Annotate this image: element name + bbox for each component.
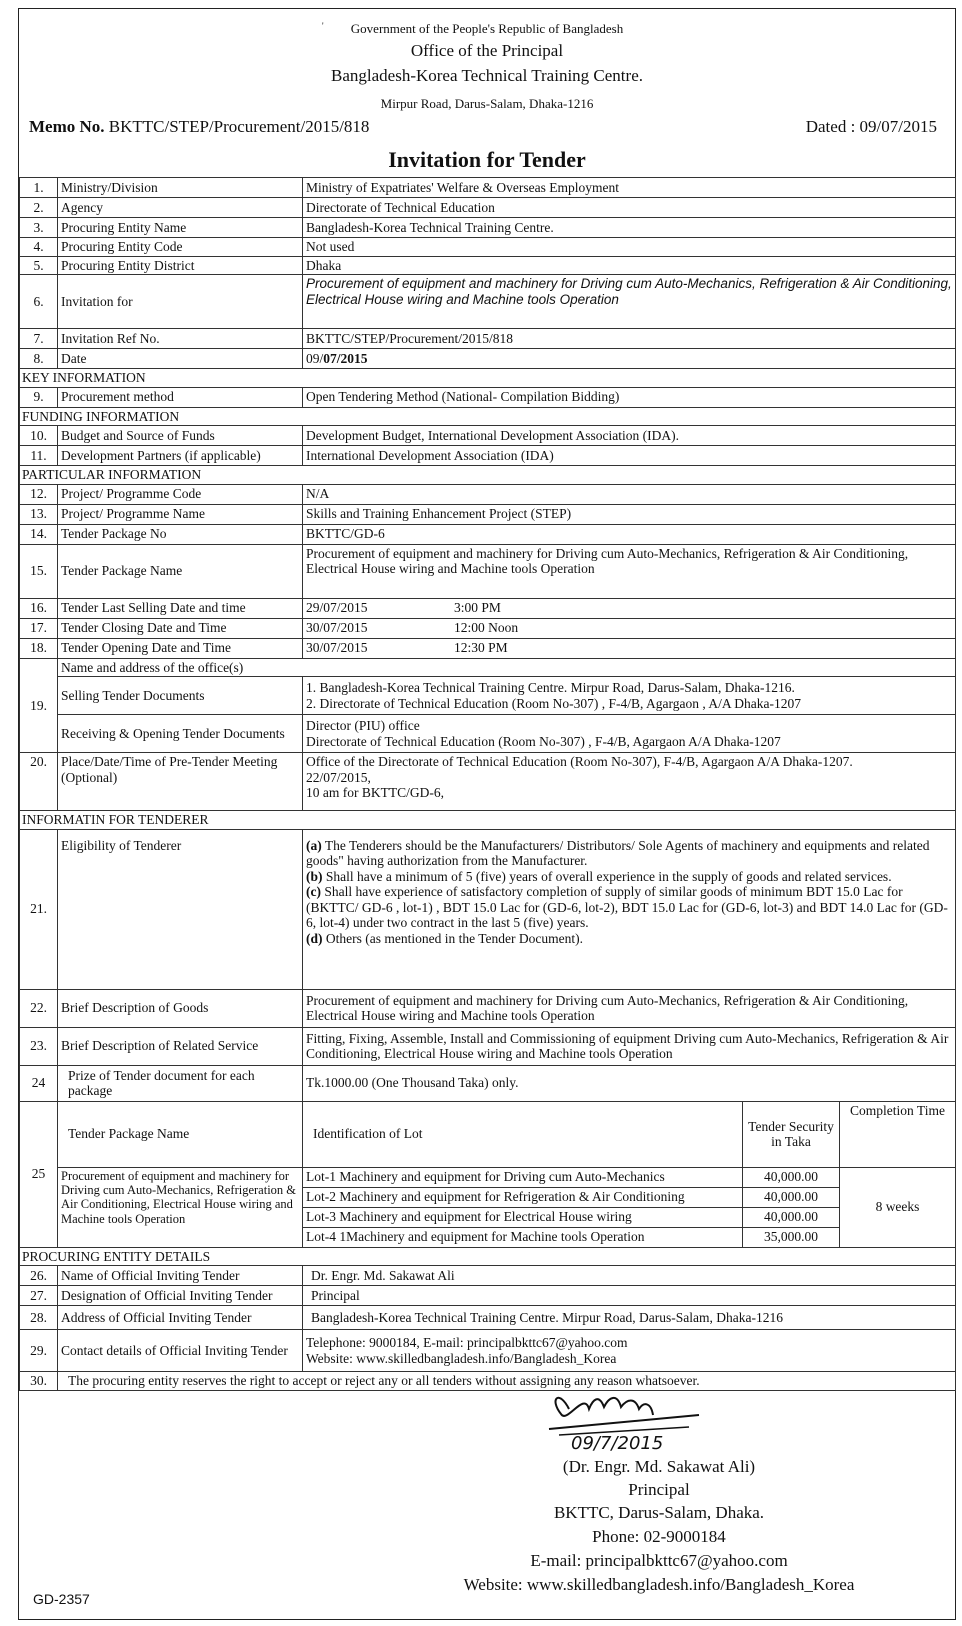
table-row	[20, 1266, 956, 1286]
table-cell: 25	[20, 1101, 58, 1247]
table-cell: Procuring Entity District	[58, 256, 303, 275]
table-row	[20, 658, 956, 677]
section-heading	[20, 407, 956, 426]
table-cell: 22.	[20, 989, 58, 1027]
table-row	[20, 426, 956, 446]
address-line: Mirpur Road, Darus-Salam, Dhaka-1216	[380, 96, 594, 111]
table-cell: Dr. Engr. Md. Sakawat Ali	[303, 1266, 956, 1286]
table-cell: 9.	[20, 387, 58, 407]
section-heading	[20, 811, 956, 830]
table-cell: 1. Bangladesh-Korea Technical Training Centre. Mirpur Road, Darus-Salam, Dhaka-1216. 2. Directorate of Technical Education (Room No-307) , F-4/B, Agargaon , A/A Dhaka-1207	[303, 677, 956, 715]
table-cell: 30.	[20, 1372, 58, 1391]
table-cell: Tk.1000.00 (One Thousand Taka) only.	[303, 1065, 956, 1101]
table-row	[20, 1286, 956, 1306]
table-cell: N/A	[303, 484, 956, 504]
lot-header-row	[20, 1101, 956, 1167]
table-row	[20, 1306, 956, 1330]
table-cell: 8 weeks	[840, 1167, 956, 1247]
table-row	[20, 989, 956, 1027]
table-cell: Brief Description of Related Service	[58, 1027, 303, 1065]
organization-line: Bangladesh-Korea Technical Training Centre.	[331, 66, 643, 85]
table-cell: Office of the Directorate of Technical Education (Room No-307), F-4/B, Agargaon A/A Dhaka-1207. 22/07/2015, 10 am for BKTTC/GD-6,	[303, 753, 956, 811]
table-row	[20, 275, 956, 329]
table-cell: 27.	[20, 1286, 58, 1306]
table-row	[20, 218, 956, 238]
table-row	[20, 1027, 956, 1065]
table-cell: Contact details of Official Inviting Tender	[58, 1330, 303, 1372]
table-cell: Not used	[303, 238, 956, 257]
signatory-org: BKTTC, Darus-Salam, Dhaka.	[553, 1503, 765, 1522]
table-cell: Open Tendering Method (National- Compilation Bidding)	[303, 387, 956, 407]
table-cell: Procuring Entity Name	[58, 218, 303, 238]
table-cell: International Development Association (IDA)	[303, 446, 956, 466]
memo-number: Memo No. BKTTC/STEP/Procurement/2015/818	[29, 117, 370, 136]
signatory-designation: Principal	[628, 1480, 690, 1499]
table-cell: PARTICULAR INFORMATION	[20, 466, 956, 485]
table-row	[20, 198, 956, 218]
table-cell: Lot-1 Machinery and equipment for Driving cum Auto-Mechanics	[303, 1167, 743, 1187]
lot-row	[20, 1167, 956, 1187]
table-cell: Directorate of Technical Education	[303, 198, 956, 218]
section-heading	[20, 1247, 956, 1266]
table-cell: Project/ Programme Code	[58, 484, 303, 504]
table-cell: BKTTC/STEP/Procurement/2015/818	[303, 329, 956, 349]
table-cell: 16.	[20, 598, 58, 618]
table-cell: Prize of Tender document for each package	[58, 1065, 303, 1101]
table-cell: Date	[58, 349, 303, 369]
table-cell: 21.	[20, 829, 58, 989]
table-cell: 4.	[20, 238, 58, 257]
table-cell: Lot-4 1Machinery and equipment for Machine tools Operation	[303, 1227, 743, 1247]
signatory-name: (Dr. Engr. Md. Sakawat Ali)	[562, 1457, 756, 1476]
office-line: Office of the Principal	[410, 41, 564, 60]
table-row	[20, 256, 956, 275]
table-cell: Tender Package Name	[58, 544, 303, 598]
table-cell: 29/07/2015 3:00 PM	[303, 598, 956, 618]
table-cell: Bangladesh-Korea Technical Training Centre. Mirpur Road, Darus-Salam, Dhaka-1216	[303, 1306, 956, 1330]
table-cell: Tender Last Selling Date and time	[58, 598, 303, 618]
memo-date: Dated : 09/07/2015	[805, 117, 937, 136]
table-cell: Name of Official Inviting Tender	[58, 1266, 303, 1286]
table-cell: FUNDING INFORMATION	[20, 407, 956, 426]
table-cell: 11.	[20, 446, 58, 466]
gd-code: GD-2357	[33, 1591, 90, 1607]
table-row	[20, 638, 956, 658]
table-cell: 26.	[20, 1266, 58, 1286]
page-title: Invitation for Tender	[388, 147, 586, 172]
table-cell: 3.	[20, 218, 58, 238]
table-cell: Designation of Official Inviting Tender	[58, 1286, 303, 1306]
table-cell: Budget and Source of Funds	[58, 426, 303, 446]
table-cell: 40,000.00	[743, 1167, 840, 1187]
table-cell: Brief Description of Goods	[58, 989, 303, 1027]
scan-mark: '	[322, 21, 324, 31]
table-cell: Ministry of Expatriates' Welfare & Overseas Employment	[303, 178, 956, 198]
signature-date: 09/7/2015	[571, 1433, 664, 1454]
table-row	[20, 484, 956, 504]
table-cell: Director (PIU) office Directorate of Technical Education (Room No-307) , F-4/B, Agargaon A/A Dhaka-1207	[303, 715, 956, 753]
table-cell: Skills and Training Enhancement Project (STEP)	[303, 504, 956, 524]
table-cell: Bangladesh-Korea Technical Training Centre.	[303, 218, 956, 238]
table-cell: 29.	[20, 1330, 58, 1372]
table-cell: 15.	[20, 544, 58, 598]
table-cell: Address of Official Inviting Tender	[58, 1306, 303, 1330]
tender-table	[19, 177, 956, 1391]
table-row	[20, 715, 956, 753]
table-cell: The procuring entity reserves the right to accept or reject any or all tenders without assigning any reason whatsoever.	[58, 1372, 956, 1391]
signatory-email: E-mail: principalbkttc67@yahoo.com	[530, 1551, 788, 1570]
table-cell: Name and address of the office(s)	[58, 658, 956, 677]
table-row	[20, 504, 956, 524]
table-cell: Development Partners (if applicable)	[58, 446, 303, 466]
table-cell: 20.	[20, 753, 58, 811]
section-heading	[20, 369, 956, 388]
table-row	[20, 238, 956, 257]
table-cell: Fitting, Fixing, Assemble, Install and Commissioning of equipment Driving cum Auto-Mechanics, Refrigeration & Air Conditioning, Electrical House wiring and Machine tools Operation	[303, 1027, 956, 1065]
table-row	[20, 544, 956, 598]
table-cell: Place/Date/Time of Pre-Tender Meeting (Optional)	[58, 753, 303, 811]
table-cell: 30/07/2015 12:00 Noon	[303, 618, 956, 638]
table-cell: 17.	[20, 618, 58, 638]
table-row	[20, 329, 956, 349]
table-cell: 24	[20, 1065, 58, 1101]
table-cell: 13.	[20, 504, 58, 524]
table-cell: Dhaka	[303, 256, 956, 275]
tender-notice-sheet	[18, 8, 956, 1620]
table-cell: (a) The Tenderers should be the Manufacturers/ Distributors/ Sole Agents of machinery and equipments and related goods" having authorization from the Manufacturer. (b) Shall have a minimum of 5 (five) years of overall experience in the supply of goods and related services. (c) Shall have experience of satisfactory completion of supply of similar goods of minimum BDT 15.0 Lac for (BKTTC/ GD-6 , lot-1) , BDT 15.0 Lac for (GD-6, lot-2), BDT 15.0 Lac for (GD-6, lot-3) and BDT 14.0 Lac for (GD-6, lot-4) under two contract in the last 5 (five) years. (d) Others (as mentioned in the Tender Document).	[303, 829, 956, 989]
table-cell: Tender Security in Taka	[743, 1101, 840, 1167]
table-cell: Invitation Ref No.	[58, 329, 303, 349]
table-cell: 2.	[20, 198, 58, 218]
table-cell: 10.	[20, 426, 58, 446]
table-cell: 12.	[20, 484, 58, 504]
table-row	[20, 446, 956, 466]
table-cell: 18.	[20, 638, 58, 658]
table-cell: Lot-2 Machinery and equipment for Refrigeration & Air Conditioning	[303, 1187, 743, 1207]
table-cell: 30/07/2015 12:30 PM	[303, 638, 956, 658]
table-cell: Lot-3 Machinery and equipment for Electrical House wiring	[303, 1207, 743, 1227]
table-cell: 40,000.00	[743, 1187, 840, 1207]
table-cell: Ministry/Division	[58, 178, 303, 198]
table-cell: PROCURING ENTITY DETAILS	[20, 1247, 956, 1266]
table-cell: Procuring Entity Code	[58, 238, 303, 257]
table-cell: Procurement method	[58, 387, 303, 407]
signatory-website: Website: www.skilledbangladesh.info/Bangladesh_Korea	[463, 1575, 855, 1594]
table-cell: Agency	[58, 198, 303, 218]
table-row	[20, 598, 956, 618]
government-line: Government of the People's Republic of Bangladesh	[350, 21, 624, 36]
section-heading	[20, 466, 956, 485]
table-row	[20, 178, 956, 198]
table-cell: Tender Package Name	[58, 1101, 303, 1167]
table-row	[20, 349, 956, 369]
table-cell: Receiving & Opening Tender Documents	[58, 715, 303, 753]
table-cell: Procurement of equipment and machinery for Driving cum Auto-Mechanics, Refrigeration & Air Conditioning, Electrical House wiring and Machine tools Operation	[303, 544, 956, 598]
table-cell: BKTTC/GD-6	[303, 524, 956, 544]
signatory-phone: Phone: 02-9000184	[592, 1527, 726, 1546]
table-cell: 14.	[20, 524, 58, 544]
table-cell: Completion Time	[840, 1101, 956, 1167]
table-cell: Project/ Programme Name	[58, 504, 303, 524]
table-cell: Invitation for	[58, 275, 303, 329]
table-cell: Eligibility of Tenderer	[58, 829, 303, 989]
table-cell: Tender Opening Date and Time	[58, 638, 303, 658]
table-cell: 28.	[20, 1306, 58, 1330]
table-cell: 40,000.00	[743, 1207, 840, 1227]
table-row	[20, 1065, 956, 1101]
table-cell: 09/07/2015	[303, 349, 956, 369]
table-row	[20, 1330, 956, 1372]
table-cell: 23.	[20, 1027, 58, 1065]
table-cell: Procurement of equipment and machinery for Driving cum Auto-Mechanics, Refrigeration & Air Conditioning, Electrical House wiring and Machine tools Operation	[303, 989, 956, 1027]
table-row	[20, 618, 956, 638]
table-row	[20, 829, 956, 989]
table-cell: 8.	[20, 349, 58, 369]
table-row	[20, 1372, 956, 1391]
table-row	[20, 387, 956, 407]
table-cell: Procurement of equipment and machinery for Driving cum Auto-Mechanics, Refrigeration & Air Conditioning, Electrical House wiring and Machine tools Operation	[303, 275, 956, 329]
table-row	[20, 524, 956, 544]
table-cell: Selling Tender Documents	[58, 677, 303, 715]
table-cell: 7.	[20, 329, 58, 349]
table-cell: Procurement of equipment and machinery for Driving cum Auto-Mechanics, Refrigeration & Air Conditioning, Electrical House wiring and Machine tools Operation	[58, 1167, 303, 1247]
table-row	[20, 753, 956, 811]
table-cell: INFORMATIN FOR TENDERER	[20, 811, 956, 830]
table-cell: 5.	[20, 256, 58, 275]
table-cell: 19.	[20, 658, 58, 753]
table-cell: Telephone: 9000184, E-mail: principalbkttc67@yahoo.com Website: www.skilledbangladesh.info/Bangladesh_Korea	[303, 1330, 956, 1372]
table-cell: 1.	[20, 178, 58, 198]
table-cell: Development Budget, International Development Association (IDA).	[303, 426, 956, 446]
table-row	[20, 677, 956, 715]
table-cell: Identification of Lot	[303, 1101, 743, 1167]
table-cell: Principal	[303, 1286, 956, 1306]
table-cell: 35,000.00	[743, 1227, 840, 1247]
table-cell: Tender Package No	[58, 524, 303, 544]
signature-image	[489, 1379, 789, 1469]
table-cell: KEY INFORMATION	[20, 369, 956, 388]
table-cell: Tender Closing Date and Time	[58, 618, 303, 638]
table-cell: 6.	[20, 275, 58, 329]
